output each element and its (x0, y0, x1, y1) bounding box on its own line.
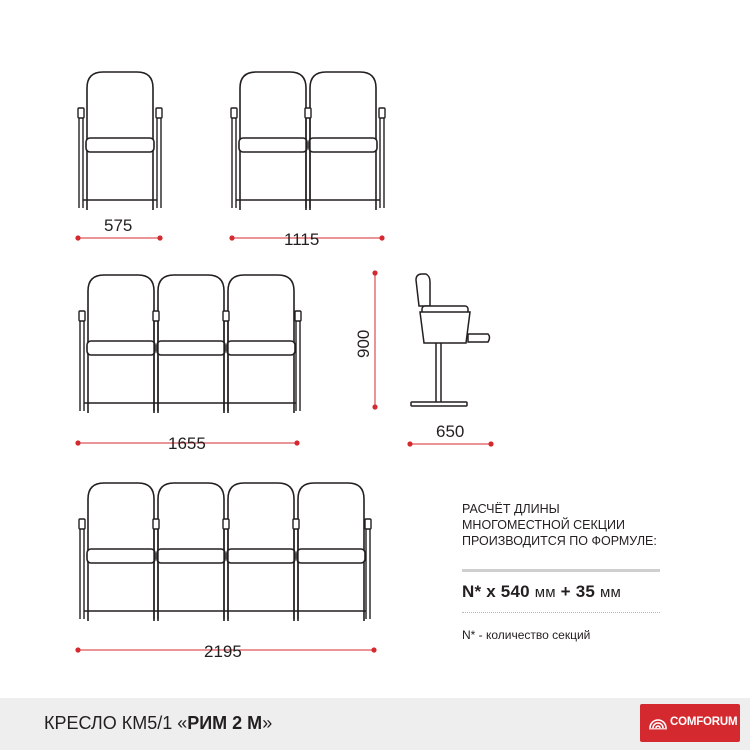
brand-logo (640, 704, 740, 742)
dimension-line-single (75, 235, 162, 240)
dimension-label-triple: 1655 (168, 434, 206, 453)
formula-heading-line-3: ПРОИЗВОДИТСЯ ПО ФОРМУЛЕ: (462, 534, 657, 548)
brand-name: COMFORUM (670, 716, 738, 728)
dimension-label-double: 1115 (284, 230, 320, 249)
product-title-name: РИМ 2 М (187, 713, 263, 733)
formula-plus-term: + 35 (560, 582, 596, 601)
footer-bar (0, 698, 750, 750)
product-title (44, 713, 272, 734)
formula-heading (462, 501, 682, 549)
footnote: N* - количество секций (462, 628, 591, 642)
dimension-label-depth: 650 (436, 422, 465, 441)
single-seat-chair (78, 72, 162, 210)
dimension-label-height: 900 (354, 329, 373, 358)
side-view-chair (411, 274, 490, 406)
formula-unit-2: мм (599, 584, 622, 601)
dotted-divider (462, 612, 660, 613)
formula-n-term: N* x 540 (462, 582, 530, 601)
divider (462, 569, 660, 572)
dimension-label-single: 575 (104, 216, 133, 235)
formula-unit-1: мм (534, 584, 556, 601)
comforum-logo-icon (649, 716, 667, 730)
formula-heading-line-2: МНОГОМЕСТНОЙ СЕКЦИИ (462, 518, 626, 532)
double-seat-chair (231, 72, 385, 210)
length-formula (462, 582, 621, 602)
dimension-line-height (372, 270, 377, 409)
product-title-suffix: » (262, 713, 273, 733)
quad-seat-chair (79, 483, 371, 621)
dimension-label-quad: 2195 (204, 642, 242, 661)
formula-heading-line-1: РАСЧЁТ ДЛИНЫ (462, 502, 560, 516)
dimension-line-depth (407, 441, 493, 446)
triple-seat-chair (79, 275, 301, 413)
product-title-prefix: КРЕСЛО КМ5/1 « (44, 713, 188, 733)
